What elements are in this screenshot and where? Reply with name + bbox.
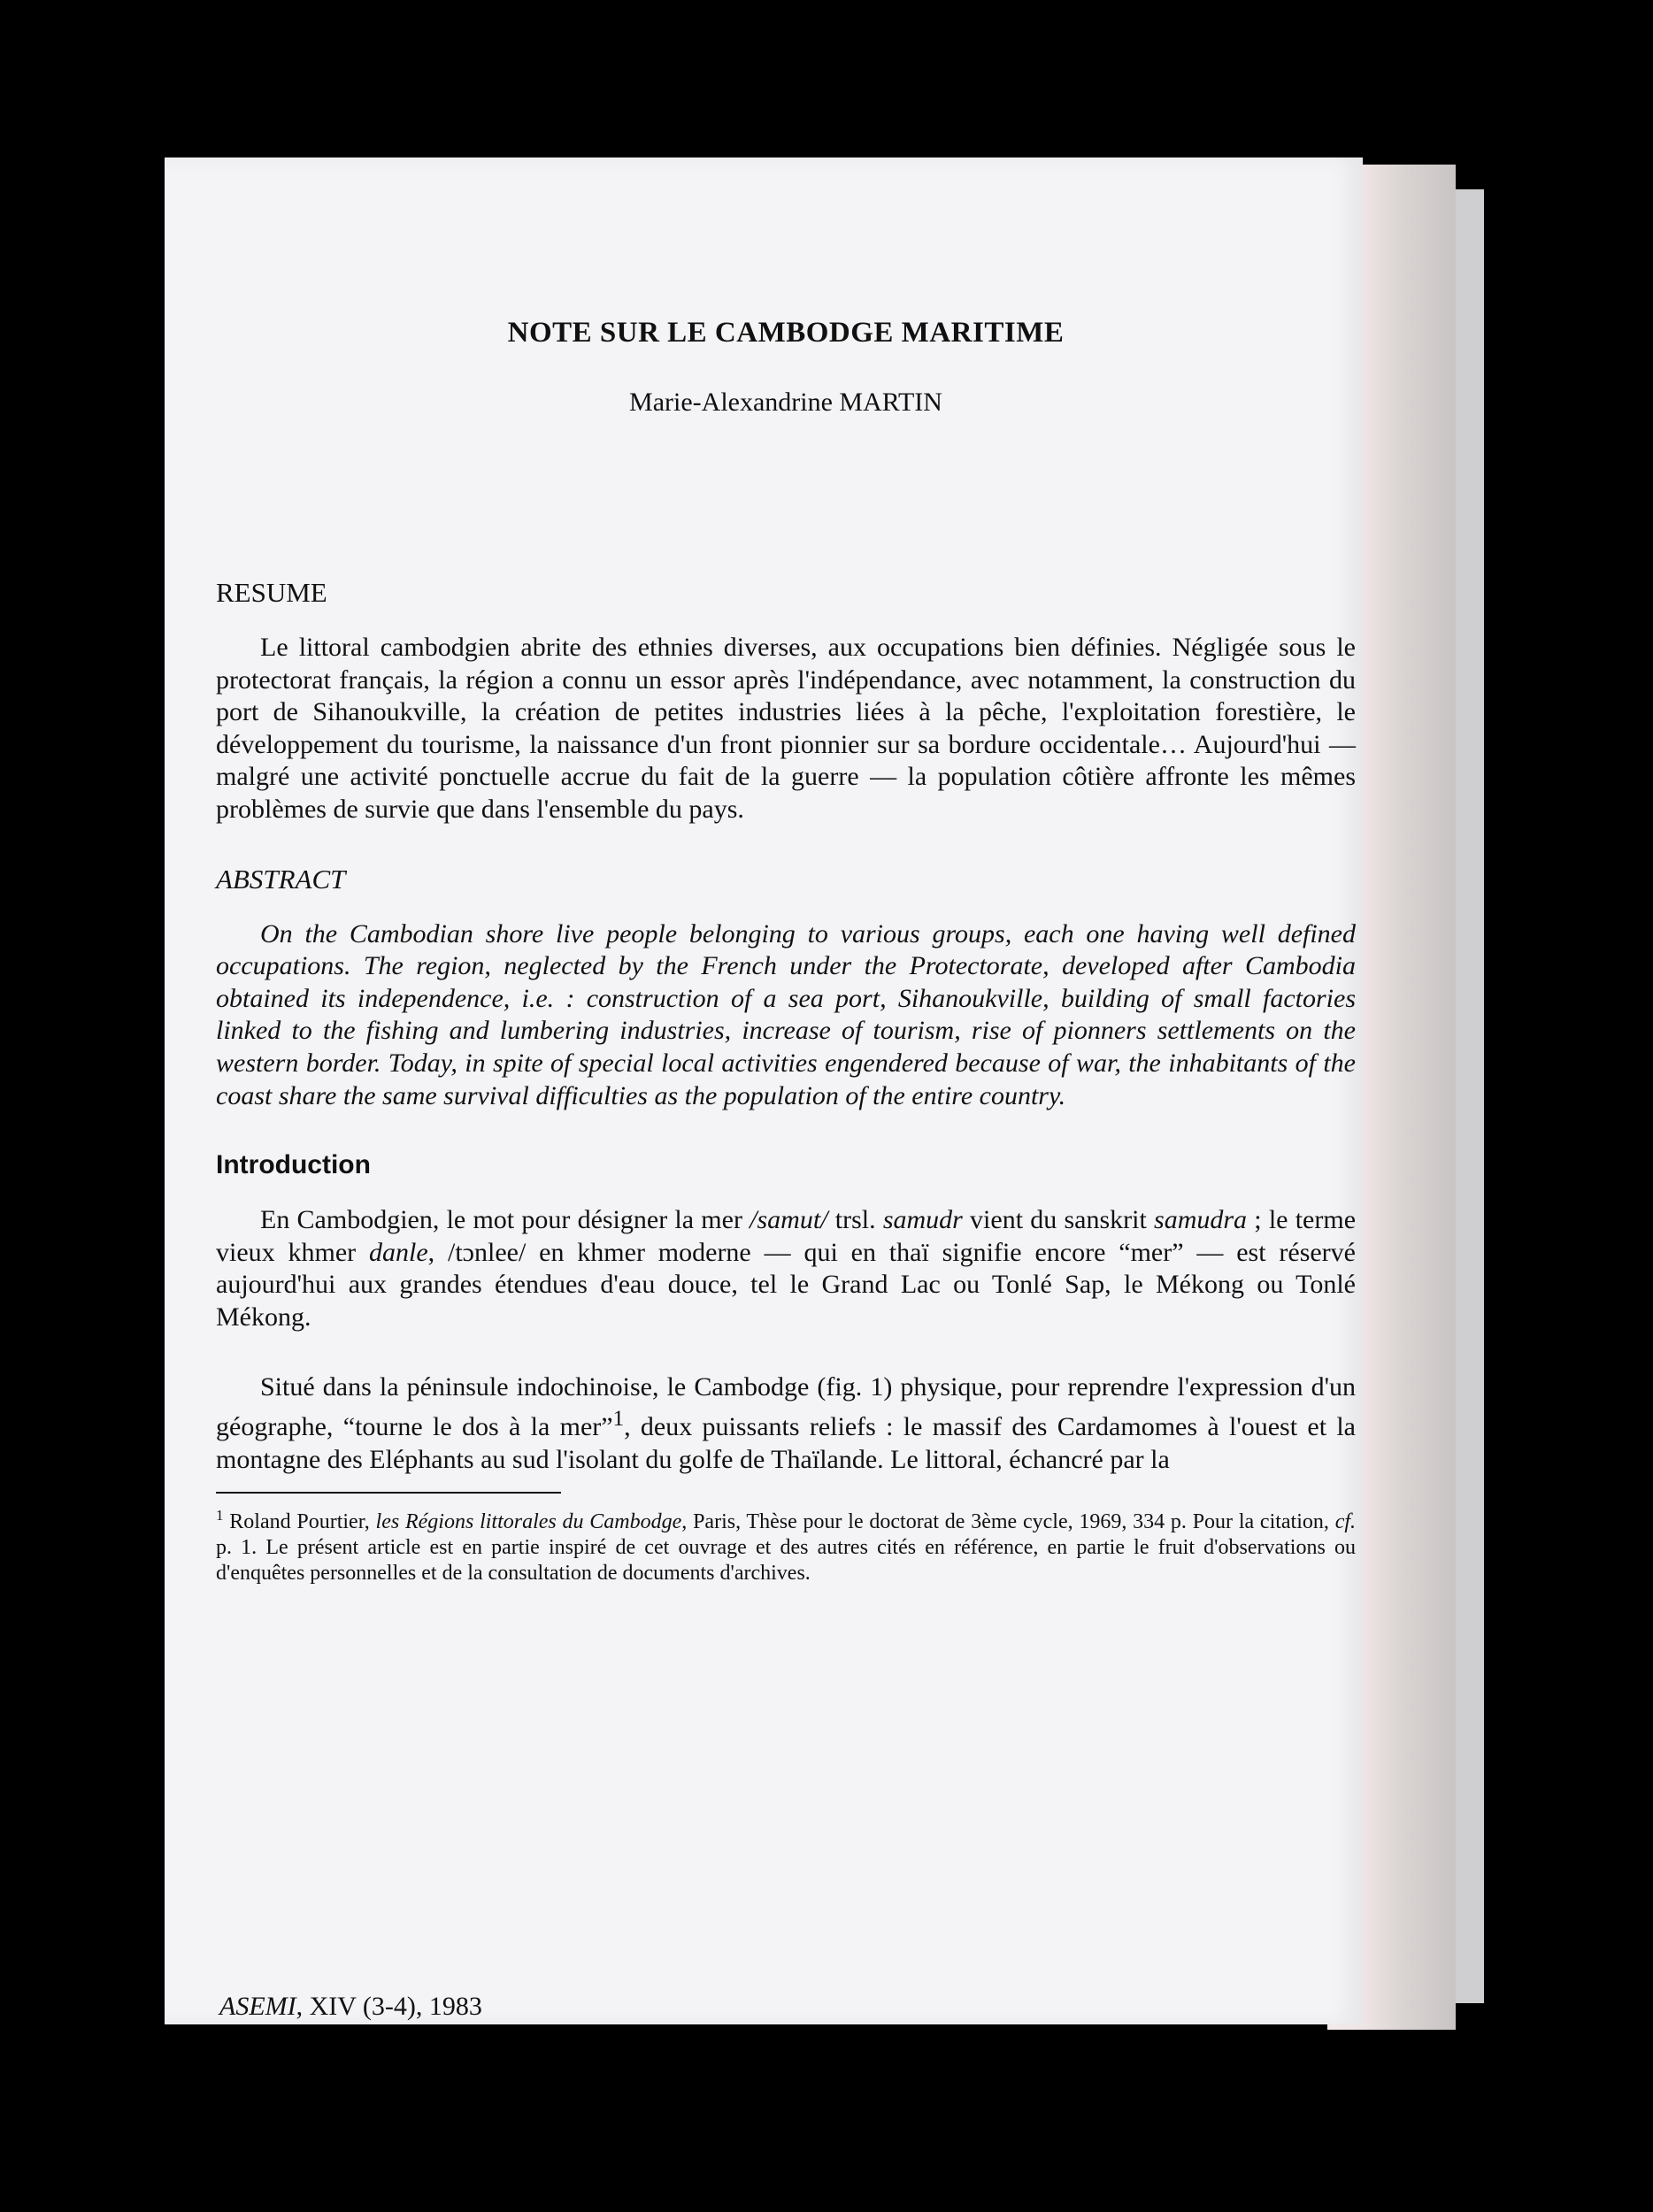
article-title: NOTE SUR LE CAMBODGE MARITIME	[507, 317, 1065, 349]
journal-citation: ASEMI, XIV (3-4), 1983	[219, 1992, 482, 2021]
article-author: Marie-Alexandrine MARTIN	[629, 388, 942, 417]
book-page	[165, 157, 1363, 2024]
footnote: $^1$ Roland Pourtier, les Régions littorales du Cambodge, Paris, Thèse pour le doctorat de 3ème cycle, 1969, 334 p. Pour la citation, cf. p. 1. Le présent article est en partie inspiré de cet ouvrage et des autres cités en référence, en partie le fruit d'observations ou d'enquêtes personnelles et de la consultation de documents d'archives.	[216, 1507, 1357, 1586]
footnote-number: 1	[216, 1507, 224, 1525]
page-content	[216, 315, 1356, 1586]
footnote-reference: 1	[612, 1407, 625, 1432]
resume-text: Le littoral cambodgien abrite des ethnies diverses, aux occupations bien définies. Négligée sous le protectorat français, la région a connu un essor après l'indépendance, avec notamment, la construction du port de Sihanoukville, la création de petites industries liées à la pêche, l'exploitation forestière, le développement du tourisme, la naissance d'un front pionnier sur sa bordure occidentale… Aujourd'hui — malgré une activité ponctuelle accrue du fait de la guerre — la population côtière affronte les mêmes problèmes de survie que dans l'ensemble du pays.	[216, 633, 1356, 824]
introduction-paragraph-1: En Cambodgien, le mot pour désigner la mer /samut/ trsl. samudr vient du sanskrit samudra ; le terme vieux khmer danle, /tɔnlee/ en khmer moderne — qui en thaï signifie encore “mer” — est réservé aujourd'hui aux grandes étendues d'eau douce, tel le Grand Lac ou Tonlé Sap, le Mékong ou Tonlé Mékong.	[216, 1205, 1357, 1332]
show-through-header	[589, 250, 1297, 276]
abstract-text: On the Cambodian shore live people belonging to various groups, each one having well defined occupations. The region, neglected by the French under the Protectorate, developed after Cambodia obtained its independence, i.e. : construction of a sea port, Sihanoukville, building of small factories linked to the fishing and lumbering industries, increase of tourism, rise of pionners settlements on the western border. Today, in spite of special local activities engendered because of war, the inhabitants of the coast share the same survival difficulties as the population of the entire country.	[216, 918, 1356, 1110]
introduction-heading: Introduction	[216, 1150, 371, 1180]
abstract-heading: ABSTRACT	[216, 863, 346, 895]
footnote-rule	[216, 1492, 561, 1494]
resume-heading: RESUME	[216, 577, 327, 608]
introduction-paragraph-2: Situé dans la péninsule indochinoise, le Cambodge (fig. 1) physique, pour reprendre l'expression d'un géographe, “tourne le dos à la mer”$^1$, deux puissants reliefs : le massif des Cardamomes à l'ouest et la montagne des Eléphants au sud l'isolant du golfe de Thaïlande. Le littoral, échancré par la	[216, 1371, 1356, 1474]
